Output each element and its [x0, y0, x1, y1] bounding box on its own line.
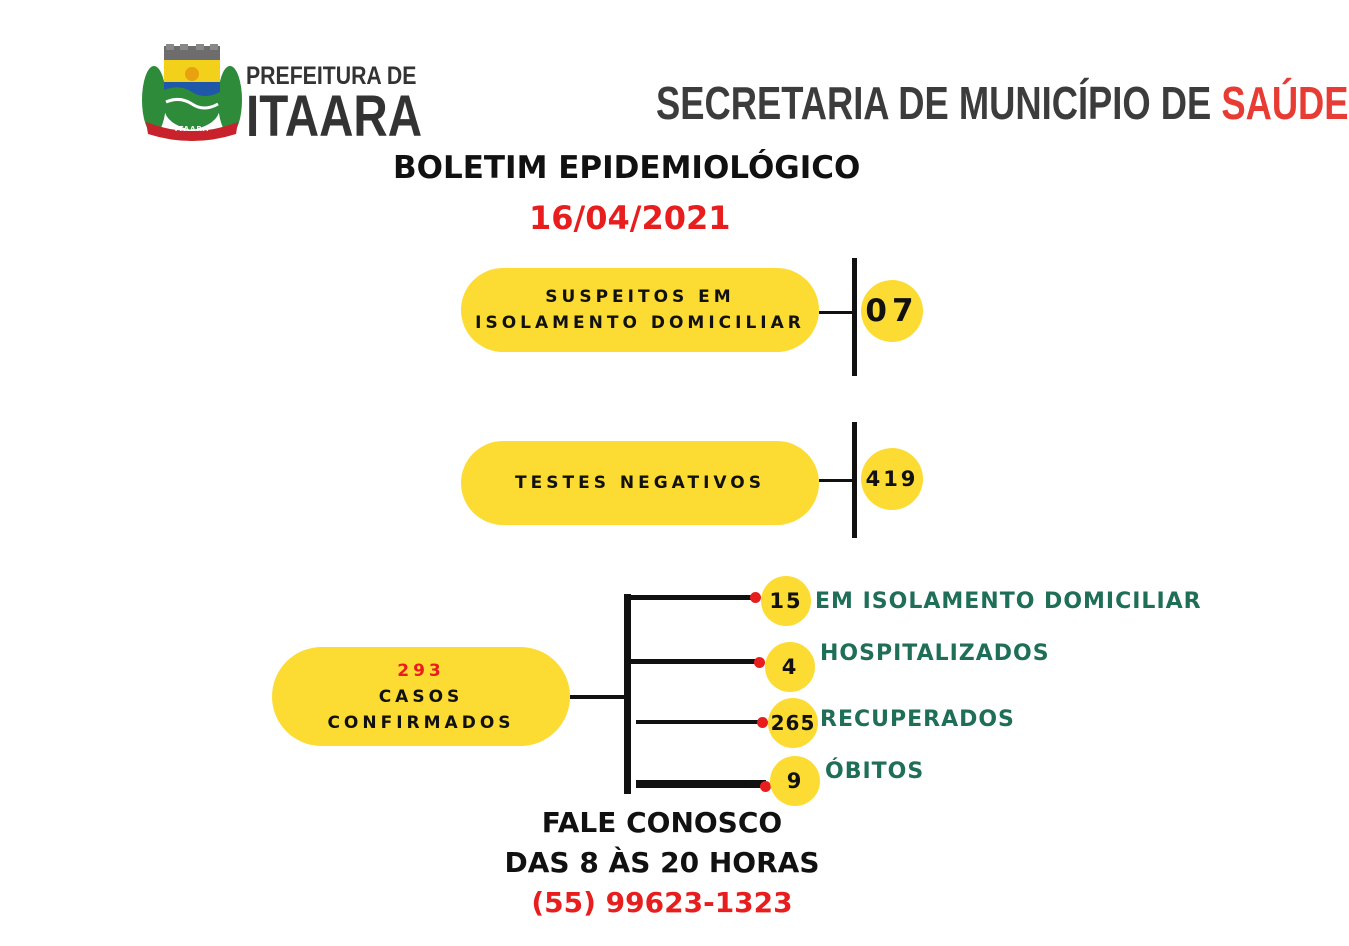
bulletin-date: 16/04/2021 — [529, 199, 731, 237]
suspects-label-line2: ISOLAMENTO DOMICILIAR — [475, 313, 805, 333]
negative-tests-label: TESTES NEGATIVOS — [515, 473, 765, 493]
hospitalized-value-circle — [765, 642, 815, 692]
confirmed-pill — [272, 647, 570, 746]
prefeitura-line2: ITAARA — [246, 84, 423, 149]
recovered-label: RECUPERADOS — [820, 707, 1015, 732]
branch-dot-hospitalized — [754, 657, 765, 668]
hospitalized-label: HOSPITALIZADOS — [820, 641, 1050, 666]
suspects-connector — [819, 311, 855, 314]
contact-line2: DAS 8 ÀS 20 HORAS — [504, 846, 820, 879]
confirmed-connector — [570, 695, 628, 699]
secretaria-highlight: SAÚDE — [1221, 77, 1349, 129]
suspects-value: 07 — [865, 293, 919, 329]
negative-tests-value-circle — [861, 448, 923, 510]
deaths-value: 9 — [786, 769, 804, 793]
confirmed-value: 293 — [397, 660, 445, 681]
contact-phone: (55) 99623-1323 — [531, 886, 793, 919]
bulletin-title: BOLETIM EPIDEMIOLÓGICO — [393, 150, 861, 186]
isolation-value-circle — [761, 576, 811, 626]
branch-line-recovered — [636, 720, 762, 724]
branch-dot-isolation — [750, 592, 761, 603]
suspects-label-line1: SUSPEITOS EM — [545, 287, 735, 307]
contact-line1: FALE CONOSCO — [541, 806, 783, 839]
coat-of-arms-ribbon-text: ITAARA — [174, 125, 210, 133]
confirmed-label-line1: CASOS — [378, 686, 464, 707]
negative-tests-pill — [461, 441, 819, 525]
negative-tests-connector — [819, 479, 855, 482]
hospitalized-value: 4 — [781, 655, 799, 679]
recovered-value-circle — [768, 698, 818, 748]
negative-tests-divider — [852, 422, 857, 538]
suspects-pill — [461, 268, 819, 352]
negative-tests-value: 419 — [865, 467, 919, 491]
suspects-divider — [852, 258, 857, 376]
deaths-value-circle — [770, 756, 820, 806]
isolation-label: EM ISOLAMENTO DOMICILIAR — [815, 589, 1202, 614]
isolation-value: 15 — [769, 589, 803, 613]
prefeitura-line1: PREFEITURA DE — [246, 62, 417, 90]
prefeitura-name — [246, 62, 461, 149]
suspects-value-circle — [861, 280, 923, 342]
deaths-label: ÓBITOS — [825, 759, 925, 784]
coat-of-arms-logo — [140, 44, 244, 140]
branch-dot-recovered — [757, 717, 768, 728]
confirmed-trunk — [624, 594, 631, 794]
confirmed-label-line2: CONFIRMADOS — [327, 712, 515, 733]
secretaria-prefix: SECRETARIA DE MUNICÍPIO DE — [656, 77, 1222, 129]
branch-line-isolation — [628, 595, 754, 600]
branch-line-deaths — [636, 780, 766, 788]
secretaria-title — [656, 76, 1349, 130]
branch-line-hospitalized — [628, 659, 758, 664]
recovered-value: 265 — [770, 711, 816, 735]
